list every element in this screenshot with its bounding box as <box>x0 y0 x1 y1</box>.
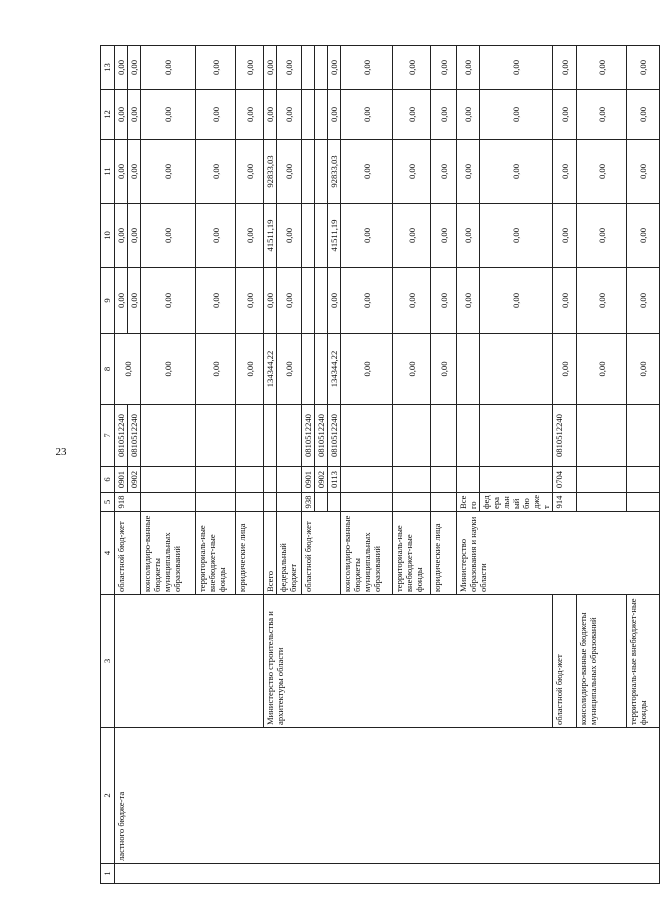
rz-cell: 0901 <box>302 467 315 493</box>
table-row <box>115 46 128 884</box>
csr-cell <box>236 405 264 467</box>
csr-cell <box>577 405 627 467</box>
cell-col2: ластного бюдже-та <box>115 728 660 864</box>
value-cell: 0,00 <box>115 204 128 268</box>
grbs-cell <box>141 493 196 512</box>
csr-cell: 0810512240 <box>328 405 341 467</box>
value-cell: 0,00 <box>196 140 236 204</box>
csr-cell <box>431 405 457 467</box>
budget-table <box>100 45 660 884</box>
value-cell: 0,00 <box>480 46 553 90</box>
value-cell: 0,00 <box>141 334 196 405</box>
source-cell: консолидиро-ванные бюджеты муниципальных образований <box>141 512 196 595</box>
col-header: 4 <box>101 512 115 595</box>
value-cell: 0,00 <box>128 90 141 140</box>
rz-cell <box>457 405 480 467</box>
value-cell: 0,00 <box>341 204 393 268</box>
organization-cell: Министерство образования и науки области <box>457 512 660 595</box>
value-cell: 0,00 <box>264 46 277 90</box>
col-header: 11 <box>101 140 115 204</box>
source-cell: территориаль-ные внебюджет-ные фонды <box>196 512 236 595</box>
value-cell: 0,00 <box>196 90 236 140</box>
value-cell: 0,00 <box>553 334 577 405</box>
value-cell: 0,00 <box>328 46 341 90</box>
value-cell: 0,00 <box>128 46 141 90</box>
value-cell: 0,00 <box>577 90 627 140</box>
value-cell: 0,00 <box>393 90 431 140</box>
value-cell: 0,00 <box>196 334 236 405</box>
value-cell <box>315 140 328 204</box>
value-cell: 0,00 <box>393 140 431 204</box>
value-cell: 0,00 <box>141 268 196 334</box>
value-cell: 134344,22 <box>264 334 277 405</box>
value-cell: 0,00 <box>553 90 577 140</box>
value-cell: 0,00 <box>627 46 660 90</box>
grbs-cell <box>431 493 457 512</box>
column-number-row <box>101 46 115 884</box>
value-cell: 0,00 <box>277 46 302 90</box>
value-cell: 134344,22 <box>328 334 341 405</box>
source-cell: юридические лица <box>431 512 457 595</box>
value-cell: 0,00 <box>341 140 393 204</box>
value-cell: 0,00 <box>341 90 393 140</box>
csr-cell: 0810512240 <box>553 405 577 467</box>
csr-cell: 0810512240 <box>302 405 315 467</box>
rotated-table-page <box>100 46 648 884</box>
value-cell: 0,00 <box>393 204 431 268</box>
value-cell: 0,00 <box>431 268 457 334</box>
value-cell <box>302 268 315 334</box>
value-cell: 0,00 <box>328 90 341 140</box>
value-cell: 0,00 <box>196 204 236 268</box>
value-cell: 0,00 <box>457 90 480 140</box>
value-cell: 0,00 <box>328 268 341 334</box>
source-cell: территориаль-ные внебюджет-ные фонды <box>393 512 431 595</box>
value-cell: 0,00 <box>128 140 141 204</box>
grbs-cell <box>328 493 341 512</box>
value-cell: 0,00 <box>393 268 431 334</box>
grbs-cell <box>315 493 328 512</box>
csr-cell <box>457 334 480 405</box>
value-cell: 0,00 <box>553 268 577 334</box>
value-cell: 0,00 <box>115 46 128 90</box>
source-cell: федеральный бюджет <box>277 512 302 595</box>
value-cell <box>302 204 315 268</box>
value-cell: 0,00 <box>627 204 660 268</box>
value-cell <box>302 46 315 90</box>
value-cell: 0,00 <box>577 140 627 204</box>
csr-cell <box>141 405 196 467</box>
value-cell <box>315 204 328 268</box>
value-cell: 0,00 <box>236 46 264 90</box>
source-cell: консолидиро-ванные бюджеты муниципальных образований <box>577 595 627 728</box>
rz-cell <box>277 467 302 493</box>
value-cell: 0,00 <box>236 90 264 140</box>
source-cell: областной бюд-жет <box>115 512 141 595</box>
value-cell: 0,00 <box>480 268 553 334</box>
source-cell: федеральный бюджет <box>480 493 553 512</box>
col-header: 2 <box>101 728 115 864</box>
csr-cell <box>196 405 236 467</box>
rz-cell <box>341 467 393 493</box>
grbs-cell: 914 <box>553 493 577 512</box>
value-cell: 0,00 <box>577 334 627 405</box>
csr-cell: 0810512240 <box>315 405 328 467</box>
value-cell: 0,00 <box>431 334 457 405</box>
value-cell: 0,00 <box>431 140 457 204</box>
rz-cell <box>577 467 627 493</box>
value-cell: 0,00 <box>393 334 431 405</box>
value-cell: 0,00 <box>196 46 236 90</box>
value-cell <box>315 90 328 140</box>
col-header: 6 <box>101 467 115 493</box>
value-cell: 41511,19 <box>328 204 341 268</box>
grbs-cell <box>457 467 480 493</box>
csr-cell <box>627 405 660 467</box>
csr-cell <box>341 405 393 467</box>
cell-col1 <box>115 864 660 884</box>
rz-cell <box>196 467 236 493</box>
grbs-cell: 938 <box>302 493 315 512</box>
rz-cell: 0901 <box>115 467 128 493</box>
value-cell <box>315 334 328 405</box>
value-cell: 0,00 <box>457 46 480 90</box>
csr-cell <box>277 405 302 467</box>
value-cell: 0,00 <box>115 268 128 334</box>
value-cell: 92833,03 <box>264 140 277 204</box>
value-cell <box>315 46 328 90</box>
rz-cell <box>141 467 196 493</box>
value-cell: 0,00 <box>236 204 264 268</box>
value-cell: 0,00 <box>553 140 577 204</box>
value-cell: 0,00 <box>627 268 660 334</box>
value-cell: 0,00 <box>431 46 457 90</box>
value-cell: 0,00 <box>431 204 457 268</box>
source-cell: Всего <box>264 512 277 595</box>
grbs-cell <box>577 493 627 512</box>
value-cell: 0,00 <box>277 140 302 204</box>
value-cell: 0,00 <box>627 90 660 140</box>
grbs-cell <box>627 493 660 512</box>
grbs-cell <box>480 467 553 493</box>
rz-cell: 0113 <box>328 467 341 493</box>
grbs-cell <box>264 493 277 512</box>
source-cell: консолидиро-ванные бюджеты муниципальных образований <box>341 512 393 595</box>
value-cell: 0,00 <box>577 204 627 268</box>
rz-cell <box>431 467 457 493</box>
value-cell <box>315 268 328 334</box>
value-cell: 0,00 <box>577 268 627 334</box>
value-cell: 0,00 <box>627 140 660 204</box>
organization-cell: Министерство строительства и архитектуры области <box>264 595 553 728</box>
rz-cell <box>393 467 431 493</box>
value-cell: 0,00 <box>264 268 277 334</box>
value-cell: 0,00 <box>236 268 264 334</box>
value-cell: 0,00 <box>341 334 393 405</box>
value-cell: 0,00 <box>431 90 457 140</box>
value-cell: 0,00 <box>457 140 480 204</box>
value-cell: 0,00 <box>457 268 480 334</box>
value-cell: 0,00 <box>141 90 196 140</box>
rz-cell <box>480 405 553 467</box>
col-header: 13 <box>101 46 115 90</box>
value-cell <box>302 90 315 140</box>
value-cell: 0,00 <box>480 140 553 204</box>
rz-cell: 0902 <box>315 467 328 493</box>
grbs-cell <box>341 493 393 512</box>
source-cell: юридические лица <box>236 512 264 595</box>
value-cell: 0,00 <box>341 268 393 334</box>
value-cell: 0,00 <box>115 140 128 204</box>
csr-cell <box>264 405 277 467</box>
value-cell: 0,00 <box>141 140 196 204</box>
page-number: 23 <box>55 446 67 458</box>
col-header: 7 <box>101 405 115 467</box>
grbs-cell: 918 <box>115 493 141 512</box>
value-cell: 0,00 <box>553 204 577 268</box>
rz-cell: 0704 <box>553 467 577 493</box>
value-cell <box>302 334 315 405</box>
value-cell: 0,00 <box>553 46 577 90</box>
grbs-cell <box>196 493 236 512</box>
csr-cell: 0810512240 <box>115 405 128 467</box>
csr-cell <box>393 405 431 467</box>
grbs-cell <box>393 493 431 512</box>
rz-cell <box>236 467 264 493</box>
value-cell: 0,00 <box>277 268 302 334</box>
source-cell: Всего <box>457 493 480 512</box>
value-cell: 0,00 <box>480 204 553 268</box>
grbs-cell <box>236 493 264 512</box>
value-cell: 92833,03 <box>328 140 341 204</box>
col-header: 5 <box>101 493 115 512</box>
col-header: 12 <box>101 90 115 140</box>
col-header: 9 <box>101 268 115 334</box>
cell-col3 <box>115 595 264 728</box>
value-cell: 0,00 <box>141 46 196 90</box>
source-cell: областной бюд-жет <box>302 512 341 595</box>
value-cell: 0,00 <box>393 46 431 90</box>
rz-cell <box>264 467 277 493</box>
value-cell: 0,00 <box>577 46 627 90</box>
csr-cell <box>480 334 553 405</box>
value-cell: 41511,19 <box>264 204 277 268</box>
value-cell: 0,00 <box>141 204 196 268</box>
source-cell: территориаль-ные внебюджет-ные фонды <box>627 595 660 728</box>
value-cell: 0,00 <box>480 90 553 140</box>
col-header: 3 <box>101 595 115 728</box>
col-header: 10 <box>101 204 115 268</box>
value-cell: 0,00 <box>196 268 236 334</box>
value-cell <box>302 140 315 204</box>
value-cell: 0,00 <box>627 334 660 405</box>
source-cell: областной бюд-жет <box>553 595 577 728</box>
value-cell: 0,00 <box>457 204 480 268</box>
value-cell: 0,00 <box>264 90 277 140</box>
grbs-cell <box>277 493 302 512</box>
value-cell: 0,00 <box>236 140 264 204</box>
value-cell: 0,00 <box>277 204 302 268</box>
rz-cell: 0902 <box>128 467 141 493</box>
csr-cell: 0810512240 <box>128 405 141 467</box>
value-cell: 0,00 <box>277 334 302 405</box>
value-cell: 0,00 <box>277 90 302 140</box>
value-cell: 0,00 <box>341 46 393 90</box>
value-cell: 0,00 <box>236 334 264 405</box>
value-cell: 0,00 <box>115 334 141 405</box>
rz-cell <box>627 467 660 493</box>
col-header: 1 <box>101 864 115 884</box>
value-cell: 0,00 <box>115 90 128 140</box>
value-cell: 0,00 <box>128 268 141 334</box>
value-cell: 0,00 <box>128 204 141 268</box>
col-header: 8 <box>101 334 115 405</box>
